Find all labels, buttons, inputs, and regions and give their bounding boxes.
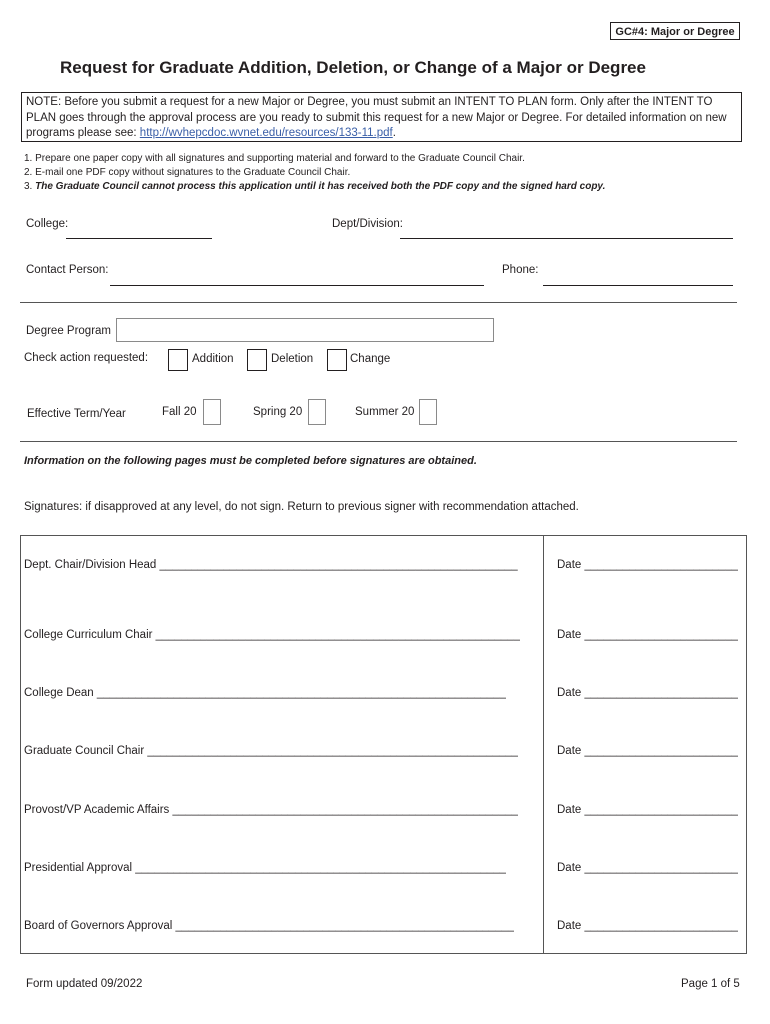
form-tag: GC#4: Major or Degree bbox=[610, 22, 740, 40]
phone-field[interactable] bbox=[543, 285, 733, 286]
note-text: NOTE: Before you submit a request for a new Major or Degree, you must submit an INTENT TO PLAN form. Only after the INTENT TO PLAN goes through the approval process are you ready to submit this request for a new Major or Degree. For detailed information on new programs please see: bbox=[26, 96, 727, 139]
date-board-of-governors[interactable]: Date ________________________ bbox=[557, 920, 738, 932]
college-field[interactable] bbox=[66, 238, 212, 239]
signature-table-divider bbox=[543, 535, 544, 954]
addition-checkbox[interactable] bbox=[168, 349, 188, 371]
contact-label: Contact Person: bbox=[26, 264, 109, 276]
form-updated: Form updated 09/2022 bbox=[26, 978, 143, 990]
signature-curriculum-chair[interactable]: College Curriculum Chair _________________________________________________________ bbox=[24, 629, 521, 641]
instruction-step-2: 2. E-mail one PDF copy without signatures to the Graduate Council Chair. bbox=[24, 167, 351, 178]
instruction-step-3-text: The Graduate Council cannot process this application until it has received both the PDF copy and the signed hard copy. bbox=[35, 181, 606, 192]
deletion-label: Deletion bbox=[271, 353, 314, 365]
check-action-label: Check action requested: bbox=[24, 352, 149, 364]
instruction-step-1: 1. Prepare one paper copy with all signatures and supporting material and forward to the Graduate Council Chair. bbox=[24, 153, 525, 164]
resource-link[interactable]: http://wvhepcdoc.wvnet.edu/resources/133-11.pdf bbox=[139, 127, 393, 139]
fall-year-box[interactable] bbox=[203, 399, 221, 425]
signature-dept-chair[interactable]: Dept. Chair/Division Head ________________________________________________________ bbox=[24, 559, 518, 571]
date-graduate-council-chair[interactable]: Date ________________________ bbox=[557, 745, 738, 757]
divider bbox=[20, 302, 737, 303]
instruction-step-3 bbox=[24, 180, 605, 194]
spring-label: Spring 20 bbox=[253, 406, 303, 418]
dept-label: Dept/Division: bbox=[332, 218, 403, 230]
date-curriculum-chair[interactable]: Date ________________________ bbox=[557, 629, 738, 641]
signature-provost[interactable]: Provost/VP Academic Affairs ______________________________________________________ bbox=[24, 804, 518, 816]
summer-year-box[interactable] bbox=[419, 399, 437, 425]
date-dept-chair[interactable]: Date ________________________ bbox=[557, 559, 738, 571]
page-number: Page 1 of 5 bbox=[681, 978, 740, 990]
signatures-intro: Signatures: if disapproved at any level, do not sign. Return to previous signer with recommendation attached. bbox=[24, 501, 579, 513]
addition-label: Addition bbox=[192, 353, 234, 365]
degree-input[interactable] bbox=[116, 318, 494, 342]
deletion-checkbox[interactable] bbox=[247, 349, 267, 371]
info-note: Information on the following pages must be completed before signatures are obtained. bbox=[24, 455, 477, 467]
signature-graduate-council-chair[interactable]: Graduate Council Chair __________________________________________________________ bbox=[24, 745, 519, 757]
degree-label: Degree Program bbox=[26, 325, 112, 337]
note-box bbox=[21, 92, 742, 142]
college-label: College: bbox=[26, 218, 69, 230]
instructions bbox=[24, 152, 605, 194]
summer-label: Summer 20 bbox=[355, 406, 415, 418]
change-checkbox[interactable] bbox=[327, 349, 347, 371]
phone-label: Phone: bbox=[502, 264, 539, 276]
effective-term-label: Effective Term/Year bbox=[27, 408, 126, 420]
divider bbox=[20, 441, 737, 442]
signature-college-dean[interactable]: College Dean ________________________________________________________________ bbox=[24, 687, 507, 699]
instruction-step-3-number: 3. bbox=[24, 181, 36, 192]
note-end: . bbox=[392, 127, 396, 139]
page-title: Request for Graduate Addition, Deletion, or Change of a Major or Degree bbox=[60, 58, 646, 77]
change-label: Change bbox=[350, 353, 391, 365]
signature-presidential[interactable]: Presidential Approval __________________________________________________________ bbox=[24, 862, 507, 874]
date-college-dean[interactable]: Date ________________________ bbox=[557, 687, 738, 699]
spring-year-box[interactable] bbox=[308, 399, 326, 425]
contact-field[interactable] bbox=[110, 285, 484, 286]
fall-label: Fall 20 bbox=[162, 406, 197, 418]
dept-field[interactable] bbox=[400, 238, 733, 239]
signature-board-of-governors[interactable]: Board of Governors Approval _____________________________________________________ bbox=[24, 920, 515, 932]
date-provost[interactable]: Date ________________________ bbox=[557, 804, 738, 816]
date-presidential[interactable]: Date ________________________ bbox=[557, 862, 738, 874]
